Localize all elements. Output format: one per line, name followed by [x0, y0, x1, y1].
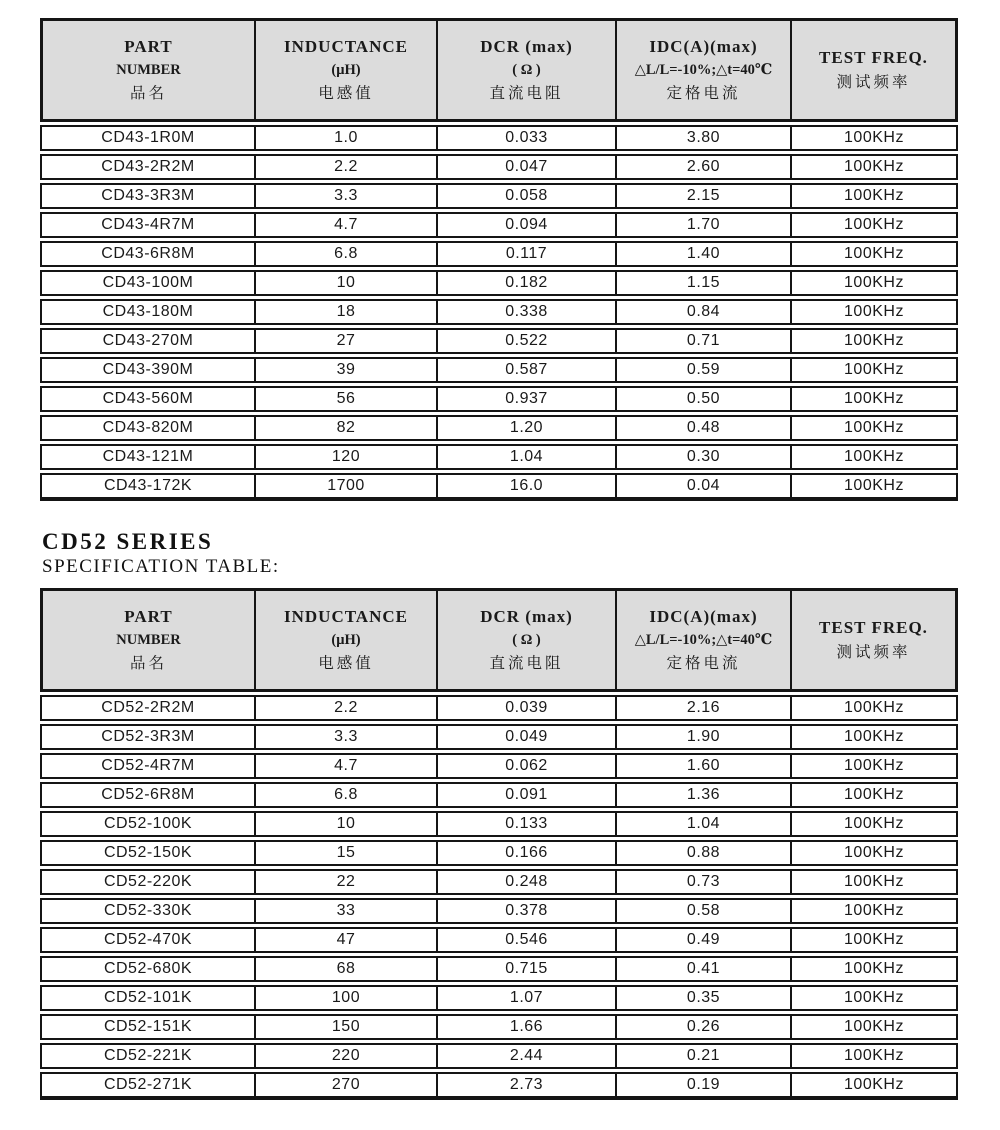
cell-dcr: 0.047: [436, 154, 615, 180]
header-line: 测试频率: [836, 73, 911, 91]
header-line: TEST FREQ.: [819, 617, 928, 637]
cell-dcr: 0.546: [436, 927, 615, 953]
cell-test-freq: 100KHz: [790, 444, 958, 470]
cell-idc: 0.84: [615, 299, 790, 325]
cell-dcr: 2.44: [436, 1043, 615, 1069]
header-line: 电感值: [318, 84, 374, 102]
cell-dcr: 0.587: [436, 357, 615, 383]
cell-test-freq: 100KHz: [790, 811, 958, 837]
table-row: [40, 695, 958, 721]
table-row: [40, 782, 958, 808]
cell-inductance: 18: [254, 299, 436, 325]
table-row: [40, 154, 958, 180]
cell-inductance: 120: [254, 444, 436, 470]
table-row: [40, 869, 958, 895]
table-row: [40, 724, 958, 750]
cell-inductance: 3.3: [254, 724, 436, 750]
header-row: [40, 18, 958, 122]
cell-part-number: CD43-1R0M: [40, 125, 254, 151]
cd52-series-heading: CD52 SERIES: [42, 529, 214, 554]
cell-inductance: 56: [254, 386, 436, 412]
cell-idc: 0.30: [615, 444, 790, 470]
header-line: △L/L=-10%;△t=40℃: [634, 631, 773, 648]
header-line: NUMBER: [116, 61, 181, 78]
cell-dcr: 1.04: [436, 444, 615, 470]
cell-idc: 2.60: [615, 154, 790, 180]
cell-inductance: 47: [254, 927, 436, 953]
cell-inductance: 100: [254, 985, 436, 1011]
cell-dcr: 0.133: [436, 811, 615, 837]
cell-test-freq: 100KHz: [790, 695, 958, 721]
table-row: [40, 270, 958, 296]
table-row: [40, 840, 958, 866]
table-row: [40, 299, 958, 325]
header-line: IDC(A)(max): [649, 36, 758, 56]
cell-part-number: CD52-221K: [40, 1043, 254, 1069]
column-header-test-freq: [790, 18, 958, 122]
cell-inductance: 4.7: [254, 212, 436, 238]
cell-inductance: 2.2: [254, 695, 436, 721]
table-row: [40, 811, 958, 837]
cell-test-freq: 100KHz: [790, 386, 958, 412]
cell-idc: 1.70: [615, 212, 790, 238]
cell-part-number: CD43-270M: [40, 328, 254, 354]
cell-test-freq: 100KHz: [790, 212, 958, 238]
column-header-idc: [615, 588, 790, 692]
cell-dcr: 1.07: [436, 985, 615, 1011]
header-line: 直流电阻: [489, 84, 564, 102]
cell-idc: 0.48: [615, 415, 790, 441]
cell-idc: 0.49: [615, 927, 790, 953]
header-row: [40, 588, 958, 692]
cell-test-freq: 100KHz: [790, 1072, 958, 1100]
cell-test-freq: 100KHz: [790, 125, 958, 151]
column-header-dcr: [436, 18, 615, 122]
cell-inductance: 22: [254, 869, 436, 895]
header-line: 定格电流: [666, 84, 741, 102]
header-line: INDUCTANCE: [284, 36, 408, 56]
cell-idc: 1.15: [615, 270, 790, 296]
header-line: INDUCTANCE: [284, 606, 408, 626]
table-row: [40, 1014, 958, 1040]
cell-test-freq: 100KHz: [790, 753, 958, 779]
cell-inductance: 15: [254, 840, 436, 866]
cell-test-freq: 100KHz: [790, 299, 958, 325]
header-line: NUMBER: [116, 631, 181, 648]
cell-test-freq: 100KHz: [790, 1043, 958, 1069]
cell-idc: 1.36: [615, 782, 790, 808]
cell-inductance: 4.7: [254, 753, 436, 779]
cell-inductance: 10: [254, 270, 436, 296]
cell-idc: 1.90: [615, 724, 790, 750]
cell-idc: 1.04: [615, 811, 790, 837]
cell-part-number: CD43-3R3M: [40, 183, 254, 209]
cell-idc: 0.41: [615, 956, 790, 982]
cell-part-number: CD52-470K: [40, 927, 254, 953]
cell-dcr: 0.091: [436, 782, 615, 808]
cell-part-number: CD52-2R2M: [40, 695, 254, 721]
table-row: [40, 898, 958, 924]
cell-part-number: CD43-100M: [40, 270, 254, 296]
cell-dcr: 0.522: [436, 328, 615, 354]
cell-inductance: 3.3: [254, 183, 436, 209]
cell-part-number: CD52-220K: [40, 869, 254, 895]
cd43-table-body: [40, 125, 958, 501]
cell-inductance: 82: [254, 415, 436, 441]
header-line: TEST FREQ.: [819, 47, 928, 67]
cell-dcr: 0.062: [436, 753, 615, 779]
cell-test-freq: 100KHz: [790, 183, 958, 209]
header-line: 品名: [129, 654, 167, 672]
table-row: [40, 125, 958, 151]
cell-test-freq: 100KHz: [790, 840, 958, 866]
column-header-part-number: [40, 18, 254, 122]
cell-idc: 0.19: [615, 1072, 790, 1100]
cell-inductance: 68: [254, 956, 436, 982]
cell-idc: 2.15: [615, 183, 790, 209]
table-row: [40, 357, 958, 383]
cell-idc: 0.59: [615, 357, 790, 383]
cell-part-number: CD52-100K: [40, 811, 254, 837]
table-row: [40, 386, 958, 412]
table-row: [40, 985, 958, 1011]
cell-part-number: CD52-101K: [40, 985, 254, 1011]
table-row: [40, 212, 958, 238]
header-line: 测试频率: [836, 643, 911, 661]
cell-part-number: CD52-4R7M: [40, 753, 254, 779]
cell-test-freq: 100KHz: [790, 927, 958, 953]
cell-idc: 1.40: [615, 241, 790, 267]
cell-test-freq: 100KHz: [790, 898, 958, 924]
cell-inductance: 6.8: [254, 782, 436, 808]
header-line: PART: [124, 606, 173, 626]
cell-dcr: 0.715: [436, 956, 615, 982]
cell-test-freq: 100KHz: [790, 357, 958, 383]
cell-part-number: CD43-560M: [40, 386, 254, 412]
cell-part-number: CD43-180M: [40, 299, 254, 325]
cell-part-number: CD52-3R3M: [40, 724, 254, 750]
cell-part-number: CD43-172K: [40, 473, 254, 501]
table-row: [40, 927, 958, 953]
cell-test-freq: 100KHz: [790, 415, 958, 441]
cell-idc: 2.16: [615, 695, 790, 721]
cell-inductance: 1.0: [254, 125, 436, 151]
cell-inductance: 39: [254, 357, 436, 383]
cell-idc: 3.80: [615, 125, 790, 151]
cell-inductance: 1700: [254, 473, 436, 501]
table-row: [40, 1043, 958, 1069]
cell-part-number: CD43-820M: [40, 415, 254, 441]
cell-idc: 0.21: [615, 1043, 790, 1069]
cd43-spec-table: [40, 15, 958, 504]
header-line: △L/L=-10%;△t=40℃: [634, 61, 773, 78]
cell-inductance: 27: [254, 328, 436, 354]
cell-idc: 0.26: [615, 1014, 790, 1040]
cell-test-freq: 100KHz: [790, 1014, 958, 1040]
cell-inductance: 33: [254, 898, 436, 924]
cell-test-freq: 100KHz: [790, 241, 958, 267]
table-row: [40, 415, 958, 441]
header-line: (μH): [331, 61, 361, 78]
column-header-dcr: [436, 588, 615, 692]
header-line: (μH): [331, 631, 361, 648]
cell-part-number: CD52-150K: [40, 840, 254, 866]
cell-part-number: CD52-151K: [40, 1014, 254, 1040]
cell-idc: 0.50: [615, 386, 790, 412]
cell-inductance: 10: [254, 811, 436, 837]
cell-dcr: 0.058: [436, 183, 615, 209]
cell-part-number: CD43-2R2M: [40, 154, 254, 180]
cell-part-number: CD52-680K: [40, 956, 254, 982]
cell-dcr: 0.182: [436, 270, 615, 296]
table-row: [40, 328, 958, 354]
cell-idc: 0.88: [615, 840, 790, 866]
cell-dcr: 0.049: [436, 724, 615, 750]
table-row: [40, 473, 958, 501]
cell-inductance: 220: [254, 1043, 436, 1069]
cd52-specification-section: [40, 529, 960, 1103]
cell-inductance: 6.8: [254, 241, 436, 267]
cell-inductance: 270: [254, 1072, 436, 1100]
cell-dcr: 2.73: [436, 1072, 615, 1100]
cell-idc: 0.71: [615, 328, 790, 354]
cell-part-number: CD43-4R7M: [40, 212, 254, 238]
header-line: 电感值: [318, 654, 374, 672]
cell-part-number: CD43-390M: [40, 357, 254, 383]
cell-inductance: 150: [254, 1014, 436, 1040]
cell-inductance: 2.2: [254, 154, 436, 180]
header-line: DCR (max): [480, 36, 573, 56]
cell-test-freq: 100KHz: [790, 985, 958, 1011]
column-header-part-number: [40, 588, 254, 692]
table-row: [40, 1072, 958, 1100]
column-header-inductance: [254, 18, 436, 122]
header-line: 品名: [129, 84, 167, 102]
cell-dcr: 16.0: [436, 473, 615, 501]
cd52-spec-table: [40, 585, 958, 1103]
header-line: 直流电阻: [489, 654, 564, 672]
cell-dcr: 0.117: [436, 241, 615, 267]
header-line: 定格电流: [666, 654, 741, 672]
cell-test-freq: 100KHz: [790, 869, 958, 895]
table-row: [40, 241, 958, 267]
cell-dcr: 0.039: [436, 695, 615, 721]
column-header-test-freq: [790, 588, 958, 692]
cell-part-number: CD43-121M: [40, 444, 254, 470]
cell-dcr: 0.378: [436, 898, 615, 924]
header-line: ( Ω ): [512, 631, 541, 648]
cell-dcr: 0.094: [436, 212, 615, 238]
cell-dcr: 0.248: [436, 869, 615, 895]
cell-part-number: CD52-6R8M: [40, 782, 254, 808]
table-row: [40, 956, 958, 982]
table-row: [40, 444, 958, 470]
cell-dcr: 0.338: [436, 299, 615, 325]
cd52-table-header: [40, 588, 958, 692]
cell-dcr: 0.166: [436, 840, 615, 866]
cd43-specification-section: [40, 15, 960, 504]
cell-test-freq: 100KHz: [790, 724, 958, 750]
cell-idc: 0.04: [615, 473, 790, 501]
cell-part-number: CD52-330K: [40, 898, 254, 924]
cell-dcr: 1.66: [436, 1014, 615, 1040]
cell-test-freq: 100KHz: [790, 328, 958, 354]
column-header-inductance: [254, 588, 436, 692]
cell-dcr: 0.033: [436, 125, 615, 151]
cell-idc: 1.60: [615, 753, 790, 779]
cell-test-freq: 100KHz: [790, 154, 958, 180]
cell-idc: 0.35: [615, 985, 790, 1011]
cell-idc: 0.73: [615, 869, 790, 895]
cell-part-number: CD43-6R8M: [40, 241, 254, 267]
cd52-table-body: [40, 695, 958, 1100]
cell-test-freq: 100KHz: [790, 956, 958, 982]
header-line: ( Ω ): [512, 61, 541, 78]
column-header-idc: [615, 18, 790, 122]
table-row: [40, 753, 958, 779]
cd43-table-header: [40, 18, 958, 122]
cell-idc: 0.58: [615, 898, 790, 924]
cell-test-freq: 100KHz: [790, 473, 958, 501]
specification-table-label: SPECIFICATION TABLE:: [42, 556, 280, 577]
header-line: DCR (max): [480, 606, 573, 626]
cell-dcr: 0.937: [436, 386, 615, 412]
table-row: [40, 183, 958, 209]
header-line: PART: [124, 36, 173, 56]
header-line: IDC(A)(max): [649, 606, 758, 626]
cell-test-freq: 100KHz: [790, 782, 958, 808]
cell-test-freq: 100KHz: [790, 270, 958, 296]
cell-part-number: CD52-271K: [40, 1072, 254, 1100]
cell-dcr: 1.20: [436, 415, 615, 441]
